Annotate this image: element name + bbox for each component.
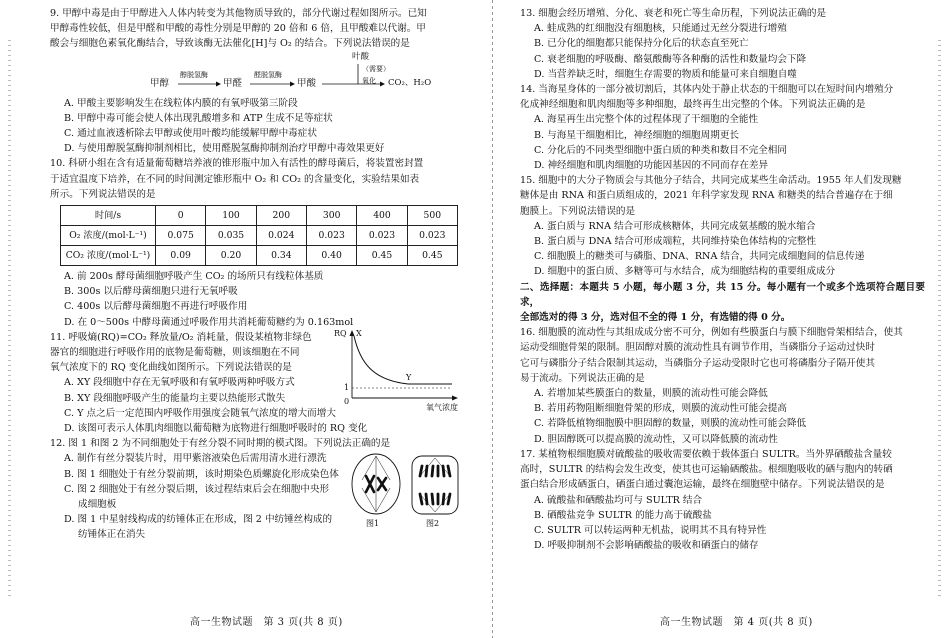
pathway-enzyme-1: 醇脱氢酶 [180, 70, 208, 79]
question-stem-line: 16. 细胞膜的流动性与其组成成分密不可分，例如有些膜蛋白与膜下细胞骨架相结合，使其 [520, 327, 903, 339]
question-13 [520, 6, 925, 82]
option-a: A. 甲酸主要影响发生在线粒体内膜的有氧呼吸第三阶段 [64, 97, 298, 109]
option-a: A. 制作有丝分裂装片时，用甲紫溶液染色后需用清水进行漂洗 [64, 453, 327, 465]
question-11 [50, 330, 462, 436]
table-cell: 0.09 [156, 246, 206, 266]
option-c: C. SULTR 可以转运两种无机盐，说明其不具有特异性 [534, 524, 767, 536]
section-heading-line: 全部选对的得 3 分，选对但不全的得 1 分，有选错的得 0 分。 [520, 312, 791, 324]
question-stem-line: 器官的细胞进行呼吸作用的底物是葡萄糖，则该细胞在不同 [50, 347, 300, 359]
question-stem-line: 10. 科研小组在含有适量葡萄糖培养液的锥形瓶中加入有活性的酵母菌后，将装置密封置 [50, 158, 424, 170]
option-b: B. 已分化的细胞都只能保持分化后的状态直至死亡 [534, 38, 749, 50]
rq-curve-graph [334, 328, 462, 412]
section-heading-line: 二、选择题：本题共 5 小题，每小题 3 分，共 15 分。每小题有一个或多个选项符合题目要求， [520, 281, 925, 308]
graph-y-axis-label: RQ [334, 328, 347, 338]
option-c: C. 细胞膜上的糖类可与磷脂、DNA、RNA 结合，共同完成细胞间的信息传递 [534, 251, 865, 263]
question-stem-line: 糖体是由 RNA 和蛋白质组成的，2021 年科学家发现 RNA 和糖类的结合普遍存在于细 [520, 190, 893, 202]
table-cell: CO₂ 浓度/(mol·L⁻¹) [61, 246, 156, 266]
figure-1-caption: 图1 [366, 519, 380, 529]
question-stem-line: 13. 细胞会经历增殖、分化、衰老和死亡等生命历程，下列说法正确的是 [520, 8, 827, 19]
question-16 [520, 325, 925, 447]
figure-2-caption: 图2 [426, 519, 440, 529]
table-cell: 0.023 [407, 226, 457, 246]
option-a: A. XY 段细胞中存在无氧呼吸和有氧呼吸两种呼吸方式 [64, 377, 295, 389]
question-stem-line: 酸会与细胞色素氧化酶结合，导致该酶无法催化[H]与 O₂ 的结合。下列说法错误的是 [50, 38, 410, 50]
question-12 [50, 436, 462, 542]
column-divider [492, 0, 493, 638]
table-header-cell: 400 [357, 206, 407, 226]
option-b: B. 甲醇中毒可能会使人体出现乳酸增多和 ATP 生成不足等症状 [64, 112, 333, 124]
graph-tick-1: 1 [344, 382, 350, 392]
option-c: C. 图 2 细胞处于有丝分裂后期，该过程结束后会在细胞中央形 [64, 483, 330, 495]
question-10 [50, 156, 462, 329]
question-stem-line: 运动受细胞骨架的限制。胆固醇对膜的流动性具有调节作用，当磷脂分子运动过快时 [520, 342, 875, 354]
table-cell: 0.45 [357, 246, 407, 266]
question-17 [520, 447, 925, 553]
table-header-cell: 100 [206, 206, 256, 226]
option-d: D. 图 1 中星射线构成的纺锤体正在形成，图 2 中纺锤丝构成的 [64, 514, 333, 526]
option-c: C. 分化后的不同类型细胞中蛋白质的种类和数目不完全相同 [534, 144, 787, 156]
pathway-enzyme-3: 氧化 [362, 76, 376, 85]
option-d: D. 当营养缺乏时，细胞生存需要的物质和能量可来自细胞自噬 [534, 68, 797, 80]
option-b: B. 硒酸盐竞争 SULTR 的能力高于硫酸盐 [534, 509, 712, 521]
option-a: A. 前 200s 酵母菌细胞呼吸产生 CO₂ 的场所只有线粒体基质 [64, 271, 324, 283]
option-d: D. 胆固醇既可以提高膜的流动性，又可以降低膜的流动性 [534, 433, 778, 445]
option-a: A. 若增加某些膜蛋白的数量，则膜的流动性可能会降低 [534, 388, 768, 400]
option-c: C. 衰老细胞的呼吸酶、酪氨酸酶等各种酶的活性和数量均会下降 [534, 53, 807, 65]
table-row [61, 226, 458, 246]
question-stem-line: 11. 呼吸熵(RQ)=CO₂ 释放量/O₂ 消耗量，假设某植物非绿色 [50, 331, 312, 343]
question-stem-line: 17. 某植物根细胞膜对硫酸盐的吸收需要依赖于载体蛋白 SULTR。当外界硒酸盐含量较 [520, 448, 892, 460]
graph-point-x: X [356, 328, 362, 338]
table-header-cell: 0 [156, 206, 206, 226]
binding-dots-left [8, 40, 11, 600]
graph-x-axis-label: 氧气浓度 [426, 402, 458, 412]
option-d: D. 在 0～500s 中酵母菌通过呼吸作用共消耗葡萄糖约为 0.163mol [64, 316, 354, 328]
option-d: D. 呼吸抑制剂不会影响硒酸盐的吸收和硒蛋白的储存 [534, 540, 759, 552]
question-15 [520, 173, 925, 279]
question-stem-line: 胞膜上。下列说法错误的是 [520, 205, 636, 217]
option-a: A. 海星再生出完整个体的过程体现了干细胞的全能性 [534, 114, 759, 126]
option-c: C. 通过血液透析除去甲醇或使用叶酸均能缓解甲醇中毒症状 [64, 128, 317, 140]
table-cell: 0.023 [357, 226, 407, 246]
table-cell: 0.035 [206, 226, 256, 246]
pathway-node-formaldehyde: 甲醛 [223, 77, 243, 89]
question-stem-line: 氧气浓度下的 RQ 变化曲线如图所示。下列说法错误的是 [50, 362, 292, 374]
option-c: C. Y 点之后一定范围内呼吸作用强度会随氧气浓度的增大而增大 [64, 407, 336, 419]
table-cell: 0.023 [306, 226, 356, 246]
option-c: C. 400s 以后酵母菌细胞不再进行呼吸作用 [64, 301, 248, 313]
question-stem-line: 14. 当海星身体的一部分被切割后，其体内处于静止状态的干细胞可以在短时间内增殖分 [520, 84, 894, 96]
table-cell: 0.024 [256, 226, 306, 246]
option-d: D. 神经细胞和肌肉细胞的功能因基因的不同而存在差异 [534, 160, 769, 172]
option-c-cont: 成细胞板 [78, 499, 117, 511]
question-stem-line: 甲醇毒性较低，但是甲醛和甲酸的毒性分别是甲醇的 20 倍和 6 倍，且甲酸难以代谢。甲 [50, 23, 426, 35]
respiration-data-table [60, 205, 458, 266]
pathway-branch-label: 叶酸 [352, 51, 370, 62]
pathway-node-methanol: 甲醇 [150, 77, 170, 89]
option-d-cont: 纺锤体正在消失 [78, 529, 146, 541]
question-stem-line: 于适宜温度下培养，在不同的时间测定锥形瓶中 O₂ 和 CO₂ 的含量变化，实验结果如表 [50, 173, 420, 185]
pathway-condition-label: （需要） [362, 64, 390, 73]
table-cell: 0.40 [306, 246, 356, 266]
table-header-cell: 200 [256, 206, 306, 226]
question-stem-line: 蛋白结合形成硒蛋白，硒蛋白通过囊泡运输，最终在细胞壁中储存。下列说法错误的是 [520, 479, 885, 491]
section-2-heading [520, 280, 925, 326]
option-b: B. 与海星干细胞相比，神经细胞的细胞周期更长 [534, 129, 740, 141]
table-cell: 0.45 [407, 246, 457, 266]
table-cell: 0.075 [156, 226, 206, 246]
option-d: D. 该图可表示人体肌肉细胞以葡萄糖为底物进行细胞呼吸时的 RQ 变化 [64, 423, 368, 435]
binding-dots-right [938, 40, 941, 600]
question-stem-line: 易于流动。下列说法正确的是 [520, 372, 645, 384]
question-stem-line: 9. 甲醇中毒是由于甲醇进入人体内转变为其他物质导致的，部分代谢过程如图所示。已知 [50, 8, 427, 19]
page-3-footer: 高一生物试题 第 3 页(共 8 页) [190, 616, 343, 628]
option-a: A. 蛙成熟的红细胞没有细胞核，只能通过无丝分裂进行增殖 [534, 23, 787, 35]
question-stem-line: 12. 图 1 和图 2 为不同细胞处于有丝分裂不同时期的模式图。下列说法正确的是 [50, 438, 391, 450]
option-d: D. 细胞中的蛋白质、多糖等可与水结合，成为细胞结构的重要组成成分 [534, 266, 836, 278]
mitosis-figures [350, 452, 462, 532]
option-b: B. 图 1 细胞处于有丝分裂前期，该时期染色质螺旋化形成染色体 [64, 468, 339, 480]
pathway-node-products: CO₂、H₂O [388, 77, 432, 88]
pathway-node-formic-acid: 甲酸 [297, 77, 317, 89]
rq-curve-svg [342, 330, 462, 406]
option-a: A. 硫酸盐和硒酸盐均可与 SULTR 结合 [534, 494, 703, 506]
table-cell: 0.34 [256, 246, 306, 266]
graph-origin: 0 [344, 396, 350, 406]
option-b: B. 300s 以后酵母菌细胞只进行无氧呼吸 [64, 286, 238, 298]
table-cell: 0.20 [206, 246, 256, 266]
methanol-pathway-diagram [150, 51, 432, 96]
page-3-column [50, 6, 462, 543]
table-header-cell: 500 [407, 206, 457, 226]
question-14 [520, 82, 925, 173]
table-header-row [61, 206, 458, 226]
table-header-cell: 时间/s [61, 206, 156, 226]
question-9 [50, 6, 462, 156]
table-cell: O₂ 浓度/(mol·L⁻¹) [61, 226, 156, 246]
option-d: D. 与使用醇脱氢酶抑制剂相比，使用醛脱氢酶抑制剂治疗甲醇中毒效果更好 [64, 143, 385, 155]
table-header-cell: 300 [306, 206, 356, 226]
option-b: B. XY 段细胞呼吸产生的能量均主要以热能形式散失 [64, 392, 286, 404]
option-b: B. 蛋白质与 DNA 结合可形成端粒，共同维持染色体结构的完整性 [534, 236, 817, 248]
page-4-column [520, 6, 925, 553]
option-a: A. 蛋白质与 RNA 结合可形成核糖体，共同完成氨基酸的脱水缩合 [534, 220, 816, 232]
table-row [61, 246, 458, 266]
pathway-enzyme-2: 醛脱氢酶 [254, 70, 282, 79]
question-stem-line: 高时，SULTR 的结构会发生改变，使其也可运输硒酸盐。根细胞吸收的硒与胞内的转硒 [520, 464, 893, 476]
page-4-footer: 高一生物试题 第 4 页(共 8 页) [660, 616, 813, 628]
graph-point-y: Y [406, 372, 412, 382]
option-c: C. 若降低植物细胞膜中胆固醇的数量，则膜的流动性可能会降低 [534, 418, 807, 430]
question-stem-line: 15. 细胞中的大分子物质会与其他分子结合，共同完成某些生命活动。1955 年人们发现糖 [520, 175, 902, 187]
question-stem-line: 所示。下列说法错误的是 [50, 188, 156, 200]
option-b: B. 若用药物阻断细胞骨架的形成，则膜的流动性可能会提高 [534, 403, 787, 415]
mitosis-cells-svg [350, 452, 462, 518]
question-stem-line: 它可与磷脂分子结合限制其运动，当磷脂分子运动受限时它也可将磷脂分子隔开使其 [520, 357, 875, 369]
question-stem-line: 化成神经细胞和肌肉细胞等多种细胞，最终再生出完整的个体。下列说法正确的是 [520, 99, 866, 111]
